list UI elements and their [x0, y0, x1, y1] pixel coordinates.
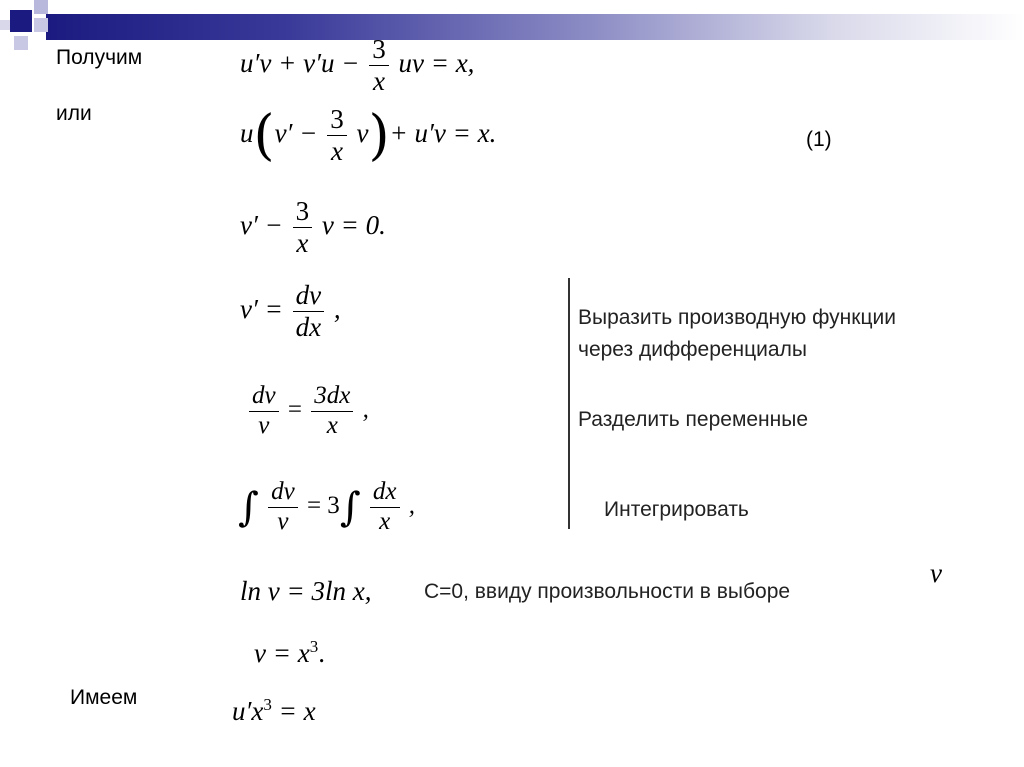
note-separate: Разделить переменные — [578, 408, 809, 431]
vertical-divider — [568, 278, 570, 529]
corner-square-2 — [34, 0, 48, 14]
equation-3: v′ − $\frac{3}{x}$ v = 0. — [240, 196, 386, 259]
equation-7: ln v = 3ln x, — [240, 576, 372, 606]
corner-square-5 — [0, 20, 10, 30]
label-have: Имеем — [70, 686, 138, 709]
equation-number: (1) — [806, 128, 832, 151]
equation-2: u(v′ − $\frac{3}{x}$ v)+ u′v = x. — [240, 103, 497, 167]
note-express-derivative-2: через дифференциалы — [578, 338, 807, 361]
equation-1: u′v + v′u − $\frac{3}{x}$ uv = x, — [240, 34, 475, 97]
note-constant: C=0, ввиду произвольности в выборе — [424, 580, 791, 603]
corner-square-1 — [10, 10, 32, 32]
equation-8: $v = x^3$. — [254, 637, 325, 668]
label-or: или — [56, 102, 92, 125]
note-integrate: Интегрировать — [604, 498, 749, 521]
equation-9: $u'x^3 = x$ — [232, 695, 316, 726]
header-bar — [46, 14, 1024, 40]
equation-5: $\frac{dv}{v}$ = $\frac{3dx}{x}$ , — [246, 382, 369, 441]
note-express-derivative-1: Выразить производную функции — [578, 306, 896, 329]
note-constant-var: v — [930, 558, 942, 588]
corner-square-4 — [14, 36, 28, 50]
corner-square-3 — [34, 18, 48, 32]
equation-6: ∫ $\frac{dv}{v}$ = 3∫ $\frac{dx}{x}$ , — [238, 478, 416, 535]
label-obtain: Получим — [56, 46, 143, 69]
equation-4: v′ = $\frac{dv}{dx}$ , — [240, 280, 341, 343]
